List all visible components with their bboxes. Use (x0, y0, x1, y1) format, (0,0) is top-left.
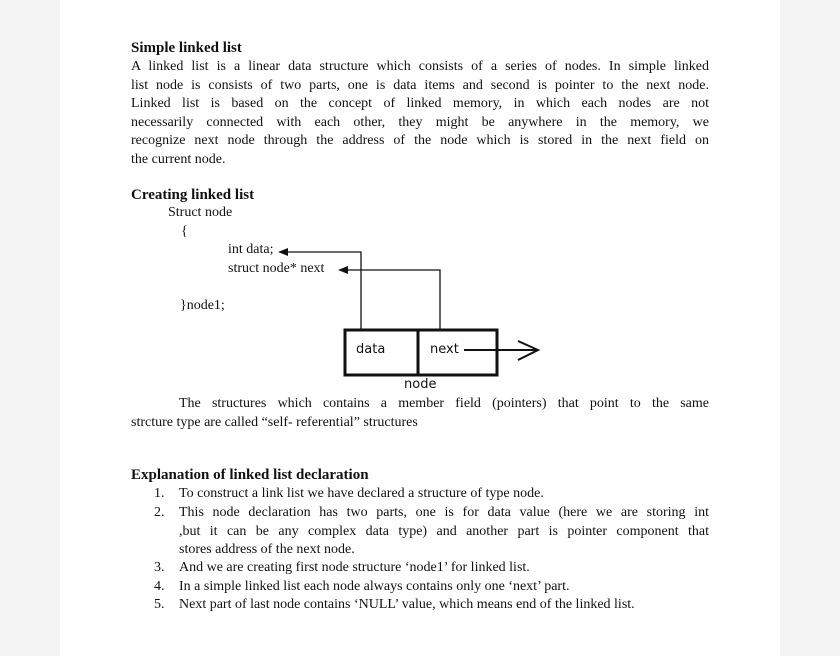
paragraph-line: strcture type are called “self- referential” structures (131, 414, 418, 430)
node-data-cell-label: data (356, 342, 386, 357)
list-number: 4. (154, 579, 165, 594)
data-pointer-line (287, 252, 361, 330)
code-open-brace: { (181, 224, 188, 239)
list-number: 3. (154, 560, 165, 575)
paragraph-line: recognize next node through the address of the node which is stored in the next field on (131, 133, 709, 148)
paragraph-line: A linked list is a linear data structure which consists of a series of nodes. In simple linked (131, 59, 709, 74)
list-number: 1. (154, 486, 165, 501)
paragraph-line: list node is consists of two parts, one is data items and second is pointer to the next node. (131, 77, 709, 93)
node-caption: node (404, 377, 437, 392)
code-field-next: struct node* next (228, 261, 325, 276)
list-number: 5. (154, 597, 165, 612)
paragraph-line: The structures which contains a member field (pointers) that point to the same (179, 396, 709, 411)
node-next-cell-label: next (430, 342, 459, 357)
list-text (179, 504, 709, 560)
paragraph-self-referential (131, 395, 709, 432)
list-text-line: ,but it can be any complex data type) and another part is pointer component that (179, 523, 709, 539)
list-text-line: This node declaration has two parts, one is for data value (here we are storing int (179, 505, 709, 520)
paragraph-line: necessarily connected with each other, they might be anywhere in the memory, we (131, 114, 709, 130)
paragraph-line: Linked list is based on the concept of linked memory, in which each nodes are not (131, 96, 709, 111)
code-struct-line: Struct node (168, 205, 233, 220)
heading-simple-linked-list: Simple linked list (131, 40, 242, 56)
list-number: 2. (154, 505, 165, 520)
paragraph-line: the current node. (131, 151, 226, 167)
heading-explanation: Explanation of linked list declaration (131, 467, 369, 483)
data-pointer-arrowhead (278, 248, 288, 256)
heading-creating-linked-list: Creating linked list (131, 187, 255, 203)
list-text: And we are creating first node structure ‘node1’ for linked list. (179, 560, 530, 575)
code-close-node1: }node1; (180, 298, 225, 313)
code-field-data: int data; (228, 242, 274, 257)
next-pointer-arrowhead (338, 266, 348, 274)
list-text: To construct a link list we have declared a structure of type node. (179, 486, 544, 501)
list-text-line: stores address of the next node. (179, 542, 355, 557)
list-text: Next part of last node contains ‘NULL’ value, which means end of the linked list. (179, 597, 635, 612)
list-text: In a simple linked list each node always contains only one ‘next’ part. (179, 579, 570, 594)
